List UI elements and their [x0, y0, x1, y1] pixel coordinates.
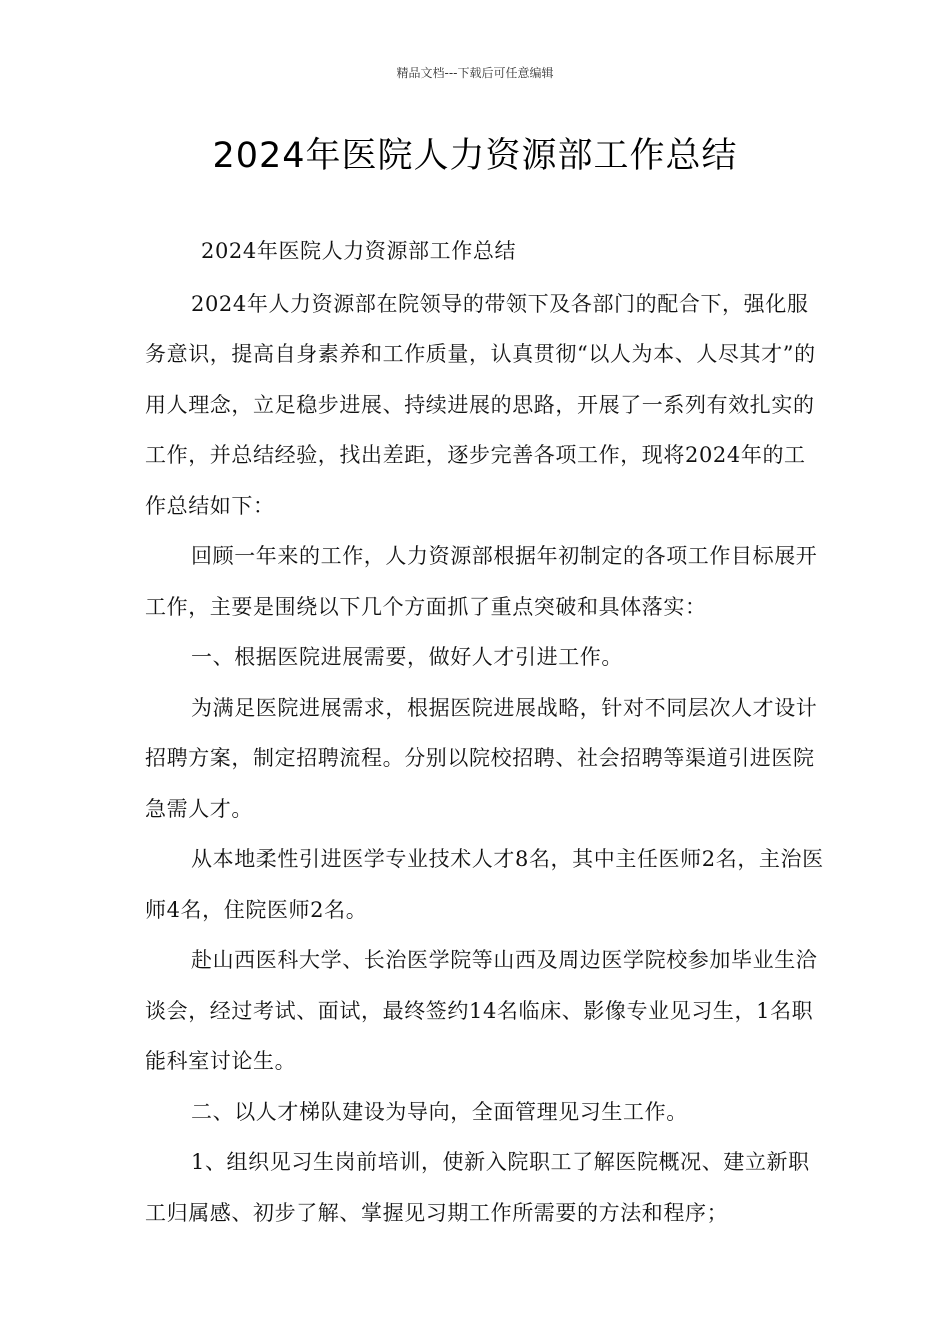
section-heading-2: 二、以人才梯队建设为导向，全面管理见习生工作。 — [191, 1099, 688, 1124]
intro-paragraph: 2024年人力资源部在院领导的带领下及各部门的配合下，强化服务意识，提高自身素养和工作质量，认真贯彻“以人为本、人尽其才”的用人理念，立足稳步进展、持续进展的思路，开展了一系列有效扎实的工作，并总结经验，找出差距，逐步完善各项工作，现将2024年的工作总结如下： — [145, 291, 816, 518]
document-body — [145, 226, 825, 1238]
section-heading-1: 一、根据医院进展需要，做好人才引进工作。 — [191, 645, 623, 669]
header-note: 精品文档---下载后可任意编辑 — [396, 66, 554, 80]
document-title: 2024年医院人力资源部工作总结 — [212, 136, 738, 176]
review-paragraph: 回顾一年来的工作，人力资源部根据年初制定的各项工作目标展开工作，主要是围绕以下几个方面抓了重点突破和具体落实： — [145, 544, 818, 619]
body-paragraph: 1、组织见习生岗前培训，使新入院职工了解医院概况、建立新职工归属感、初步了解、掌握见习期工作所需要的方法和程序； — [145, 1150, 810, 1225]
body-paragraph: 从本地柔性引进医学专业技术人才8名，其中主任医师2名，主治医师4名，住院医师2名。 — [145, 847, 824, 922]
body-paragraph: 赴山西医科大学、长治医学院等山西及周边医学院校参加毕业生洽谈会，经过考试、面试，最终签约14名临床、影像专业见习生，1名职能科室讨论生。 — [145, 948, 818, 1073]
body-paragraph: 为满足医院进展需求，根据医院进展战略，针对不同层次人才设计招聘方案，制定招聘流程。分别以院校招聘、社会招聘等渠道引进医院急需人才。 — [145, 695, 818, 821]
subtitle-paragraph: 2024年医院人力资源部工作总结 — [201, 239, 517, 263]
